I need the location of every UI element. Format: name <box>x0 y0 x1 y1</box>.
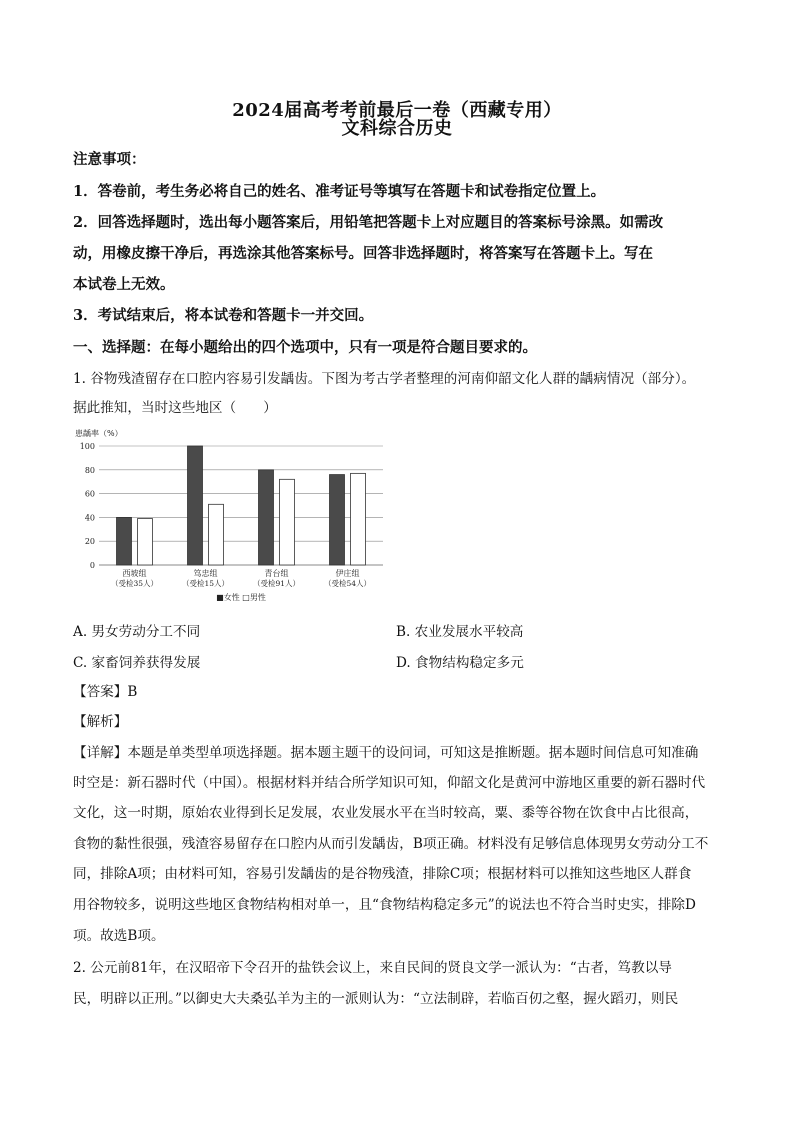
notice-heading: 注意事项： <box>73 151 146 168</box>
notice-item-2-line-3: 本试卷上无效。 <box>73 276 175 293</box>
q1-stem-line-1: 1. 谷物残渣留存在口腔内容易引发龋齿。下图为考古学者整理的河南仰韶文化人群的龋病情况（部分）。 <box>73 371 696 387</box>
x-tick-note: （受检35人） <box>110 579 159 588</box>
chart-legend: ■女性 □男性 <box>216 593 266 602</box>
bar-male-2 <box>209 504 224 565</box>
x-tick-note: （受检91人） <box>252 579 301 588</box>
bar-male-3 <box>280 479 295 565</box>
notice-item-2-line-2: 动，用橡皮擦干净后，再选涂其他答案标号。回答非选择题时，将答案写在答题卡上。写在 <box>73 245 653 262</box>
q1-detail-line-6: 用谷物较多，说明这些地区食物结构相对单一，且“食物结构稳定多元”的说法也不符合当时史实，排除D <box>73 897 696 913</box>
y-tick-label: 60 <box>84 489 95 499</box>
q1-option-d: D. 食物结构稳定多元 <box>396 655 524 671</box>
bar-female-3 <box>259 470 274 565</box>
y-axis-label: 患龋率（%） <box>75 429 123 438</box>
q1-option-a: A. 男女劳动分工不同 <box>73 624 201 640</box>
bar-female-1 <box>117 517 132 565</box>
q1-analysis-label: 【解析】 <box>73 714 128 730</box>
x-tick-note: （受检15人） <box>181 579 230 588</box>
q1-detail-line-4: 食物的黏性很强，残渣容易留存在口腔内从而引发龋齿，B项正确。材料没有足够信息体现男女劳动分工不 <box>73 836 709 852</box>
notice-item-3: 3．考试结束后，将本试卷和答题卡一并交回。 <box>73 307 374 324</box>
y-tick-label: 0 <box>89 561 95 570</box>
bar-male-1 <box>138 519 153 565</box>
q1-detail-line-3: 文化，这一时期，原始农业得到长足发展，农业发展水平在当时较高，粟、黍等谷物在饮食中占比很高， <box>73 805 699 821</box>
bar-female-2 <box>188 446 203 565</box>
q1-answer: 【答案】B <box>73 684 138 700</box>
exam-title: 2024届高考考前最后一卷（西藏专用） <box>232 100 562 121</box>
x-tick-note: （受检54人） <box>323 579 372 588</box>
bar-male-4 <box>351 473 366 565</box>
chart-svg <box>73 425 393 615</box>
x-tick-label: 西坡组 <box>122 569 147 578</box>
q1-detail-line-7: 项。故选B项。 <box>73 928 165 944</box>
x-tick-label: 青台组 <box>264 569 289 578</box>
y-tick-label: 20 <box>84 537 95 547</box>
notice-item-2-line-1: 2．回答选择题时，选出每小题答案后，用铅笔把答题卡上对应题目的答案标号涂黑。如需改 <box>73 214 664 231</box>
q1-stem-line-2: 据此推知，当时这些地区（ ） <box>73 400 277 416</box>
q1-detail-line-1: 【详解】本题是单类型单项选择题。据本题主题干的设问词，可知这是推断题。据本题时间信息可知准确 <box>73 745 699 761</box>
caries-rate-chart <box>73 425 393 615</box>
section-heading: 一、选择题：在每小题给出的四个选项中，只有一项是符合题目要求的。 <box>73 339 537 356</box>
q1-option-c: C. 家畜饲养获得发展 <box>73 655 201 671</box>
x-tick-label: 伊庄组 <box>335 569 360 578</box>
q2-stem-line-2: 民，明辟以正刑。”以御史大夫桑弘羊为主的一派则认为：“立法制辟，若临百仞之壑，握火蹈刃，则民 <box>73 991 679 1007</box>
q2-stem-line-1: 2. 公元前81年，在汉昭帝下令召开的盐铁会议上，来自民间的贤良文学一派认为：“古者，笃教以导 <box>73 960 672 976</box>
q1-option-b: B. 农业发展水平较高 <box>396 624 524 640</box>
q1-detail-line-5: 同，排除A项；由材料可知，容易引发龋齿的是谷物残渣，排除C项；根据材料可以推知这些地区人群食 <box>73 866 692 882</box>
y-tick-label: 80 <box>84 465 95 475</box>
bar-female-4 <box>330 475 345 565</box>
q1-detail-line-2: 时空是：新石器时代（中国）。根据材料并结合所学知识可知，仰韶文化是黄河中游地区重要的新石器时代 <box>73 775 706 791</box>
x-tick-label: 笃忠组 <box>193 569 218 578</box>
exam-subtitle: 文科综合历史 <box>341 118 453 139</box>
y-tick-label: 40 <box>84 513 95 523</box>
notice-item-1: 1．答卷前，考生务必将自己的姓名、准考证号等填写在答题卡和试卷指定位置上。 <box>73 183 606 200</box>
y-tick-label: 100 <box>79 442 95 451</box>
